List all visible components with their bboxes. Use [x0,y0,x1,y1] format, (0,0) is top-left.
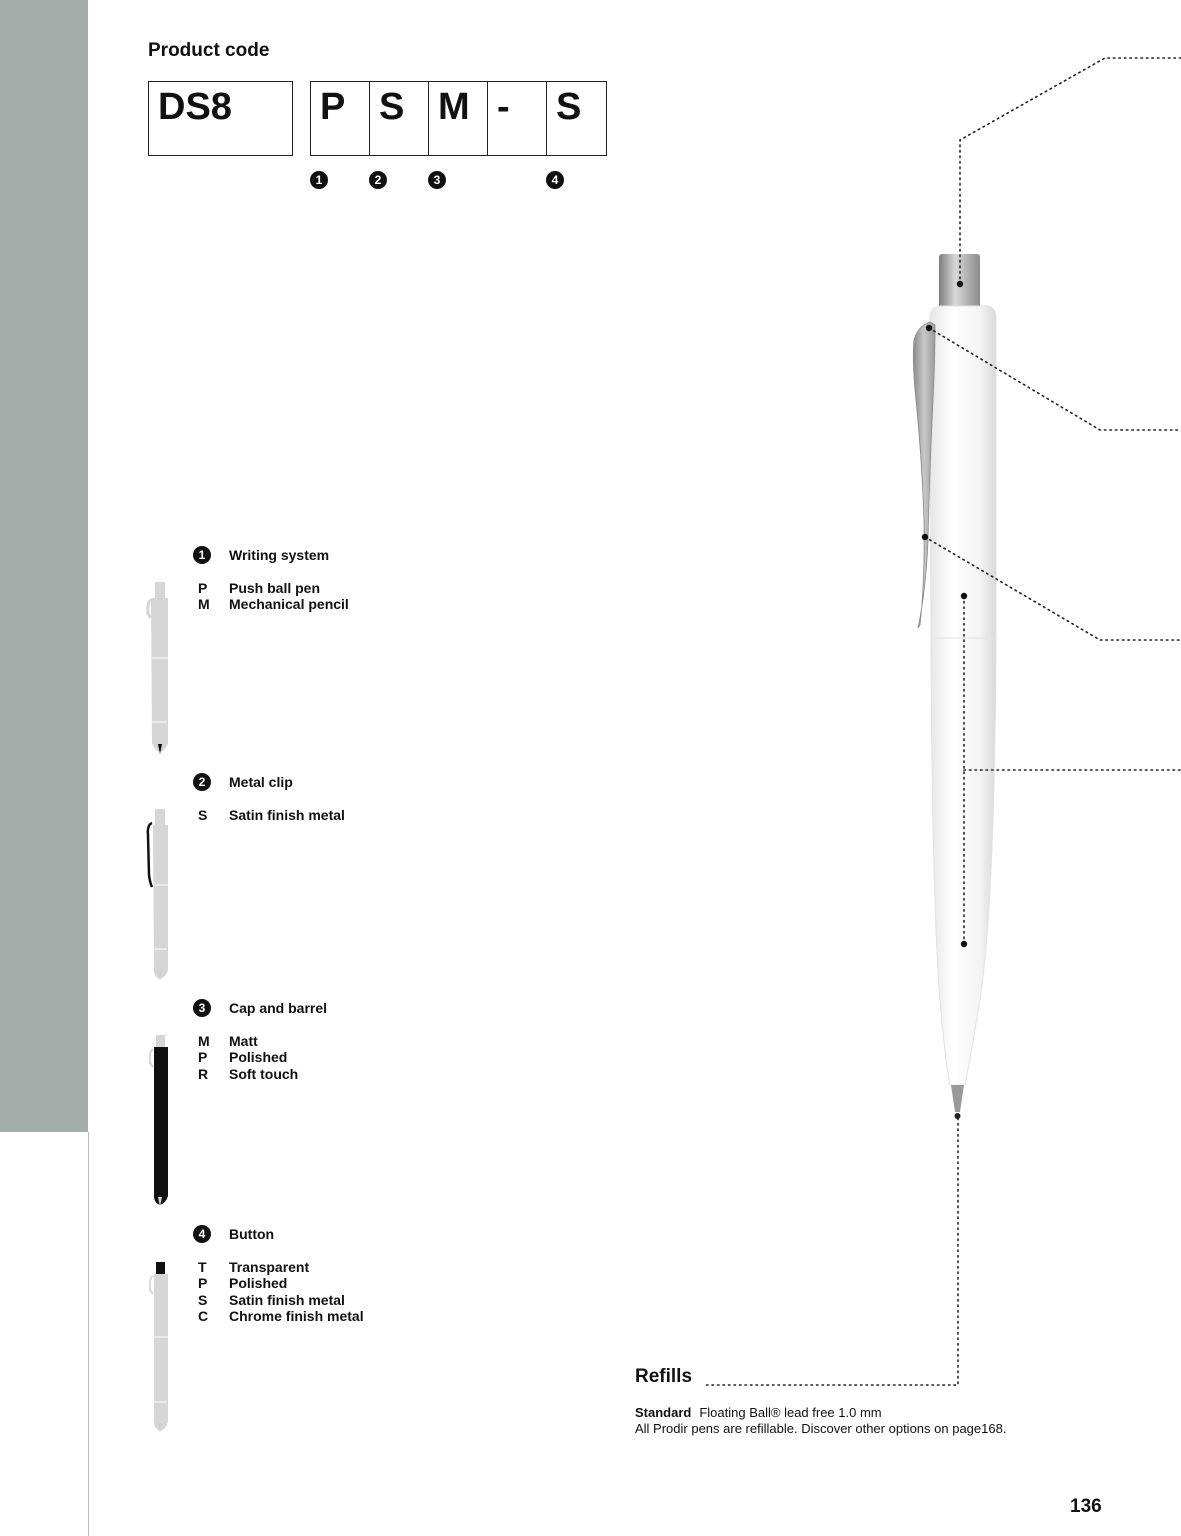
section-number-badge: 3 [193,999,211,1017]
section-title-metal-clip: Metal clip [229,774,293,790]
pen-diagram-metal-clip [142,805,178,985]
product-code-cell: M [429,82,488,155]
side-divider-line [88,1132,89,1536]
pen-body [930,306,996,1085]
option-code: S [198,807,208,823]
product-code-base: DS8 [148,81,293,156]
callout-refill-line [705,1118,958,1385]
option-label: Push ball pen [229,580,321,596]
product-code-cell: S [556,86,582,128]
option-label: Transparent [229,1259,310,1275]
callout-clip-line [929,328,1181,430]
option-label: Polished [229,1049,288,1066]
option-code: M [198,1033,210,1049]
option-code: C [198,1307,209,1324]
option-code: R [198,1065,209,1082]
option-label: Polished [229,1275,288,1292]
option-code: T [198,1259,207,1275]
option-label: Mechanical pencil [229,596,349,613]
option-label: Matt [229,1033,258,1049]
option-list-metal-clip [0,807,400,827]
option-code: S [198,1291,208,1308]
section-number-badge: 1 [193,546,211,564]
callout-dot [961,593,967,599]
pen-diagram-writing-system [142,578,178,758]
pen-tip [951,1085,964,1112]
page-number: 136 [1070,1496,1102,1517]
code-marker-2: 2 [369,171,387,189]
section-title-button: Button [229,1226,275,1242]
product-code-cell: P [311,82,370,155]
callout-button-line [960,58,1181,284]
callout-clip-body-line [925,537,1181,640]
callout-dot [926,325,932,331]
callout-dot [957,281,963,287]
side-color-band [0,0,88,1132]
section-title-cap-and-barrel: Cap and barrel [229,1000,328,1016]
pen-diagram-button [142,1257,178,1437]
pen-ball [955,1113,961,1119]
section-number-badge: 2 [193,773,211,791]
product-code-cell: S [370,82,429,155]
option-list-button [0,1259,400,1327]
callout-dot [922,534,928,540]
refills-note: All Prodir pens are refillable. Discover other options on page168. [635,1421,1007,1436]
callout-dot [961,941,967,947]
code-marker-3: 3 [428,171,446,189]
product-code-title: Product code [148,40,270,61]
code-marker-4: 4 [546,171,564,189]
option-list-cap-and-barrel [0,1033,400,1085]
refills-title: Refills [635,1366,693,1387]
callout-barrel-line [964,596,1181,944]
section-title-writing-system: Writing system [229,547,330,563]
option-code: P [198,1049,208,1066]
option-label: Soft touch [229,1065,299,1082]
refills-standard-row [635,1405,882,1420]
code-marker-1: 1 [310,171,328,189]
option-list-writing-system [0,580,400,620]
option-code: P [198,580,208,596]
product-code-cell: - [488,82,547,155]
option-code: M [198,596,210,613]
refills-type-desc: Floating Ball® lead free 1.0 mm [699,1405,882,1420]
option-label: Satin finish metal [229,1291,345,1308]
option-code: P [198,1275,208,1292]
pen-diagram-cap-and-barrel [142,1031,178,1211]
option-label: Satin finish metal [229,807,345,823]
pen-button [939,254,980,314]
section-number-badge: 4 [193,1225,211,1243]
pen-clip [913,322,935,628]
refills-type-label: Standard [635,1405,692,1420]
product-code-cells [310,81,607,156]
option-label: Chrome finish metal [229,1307,364,1324]
